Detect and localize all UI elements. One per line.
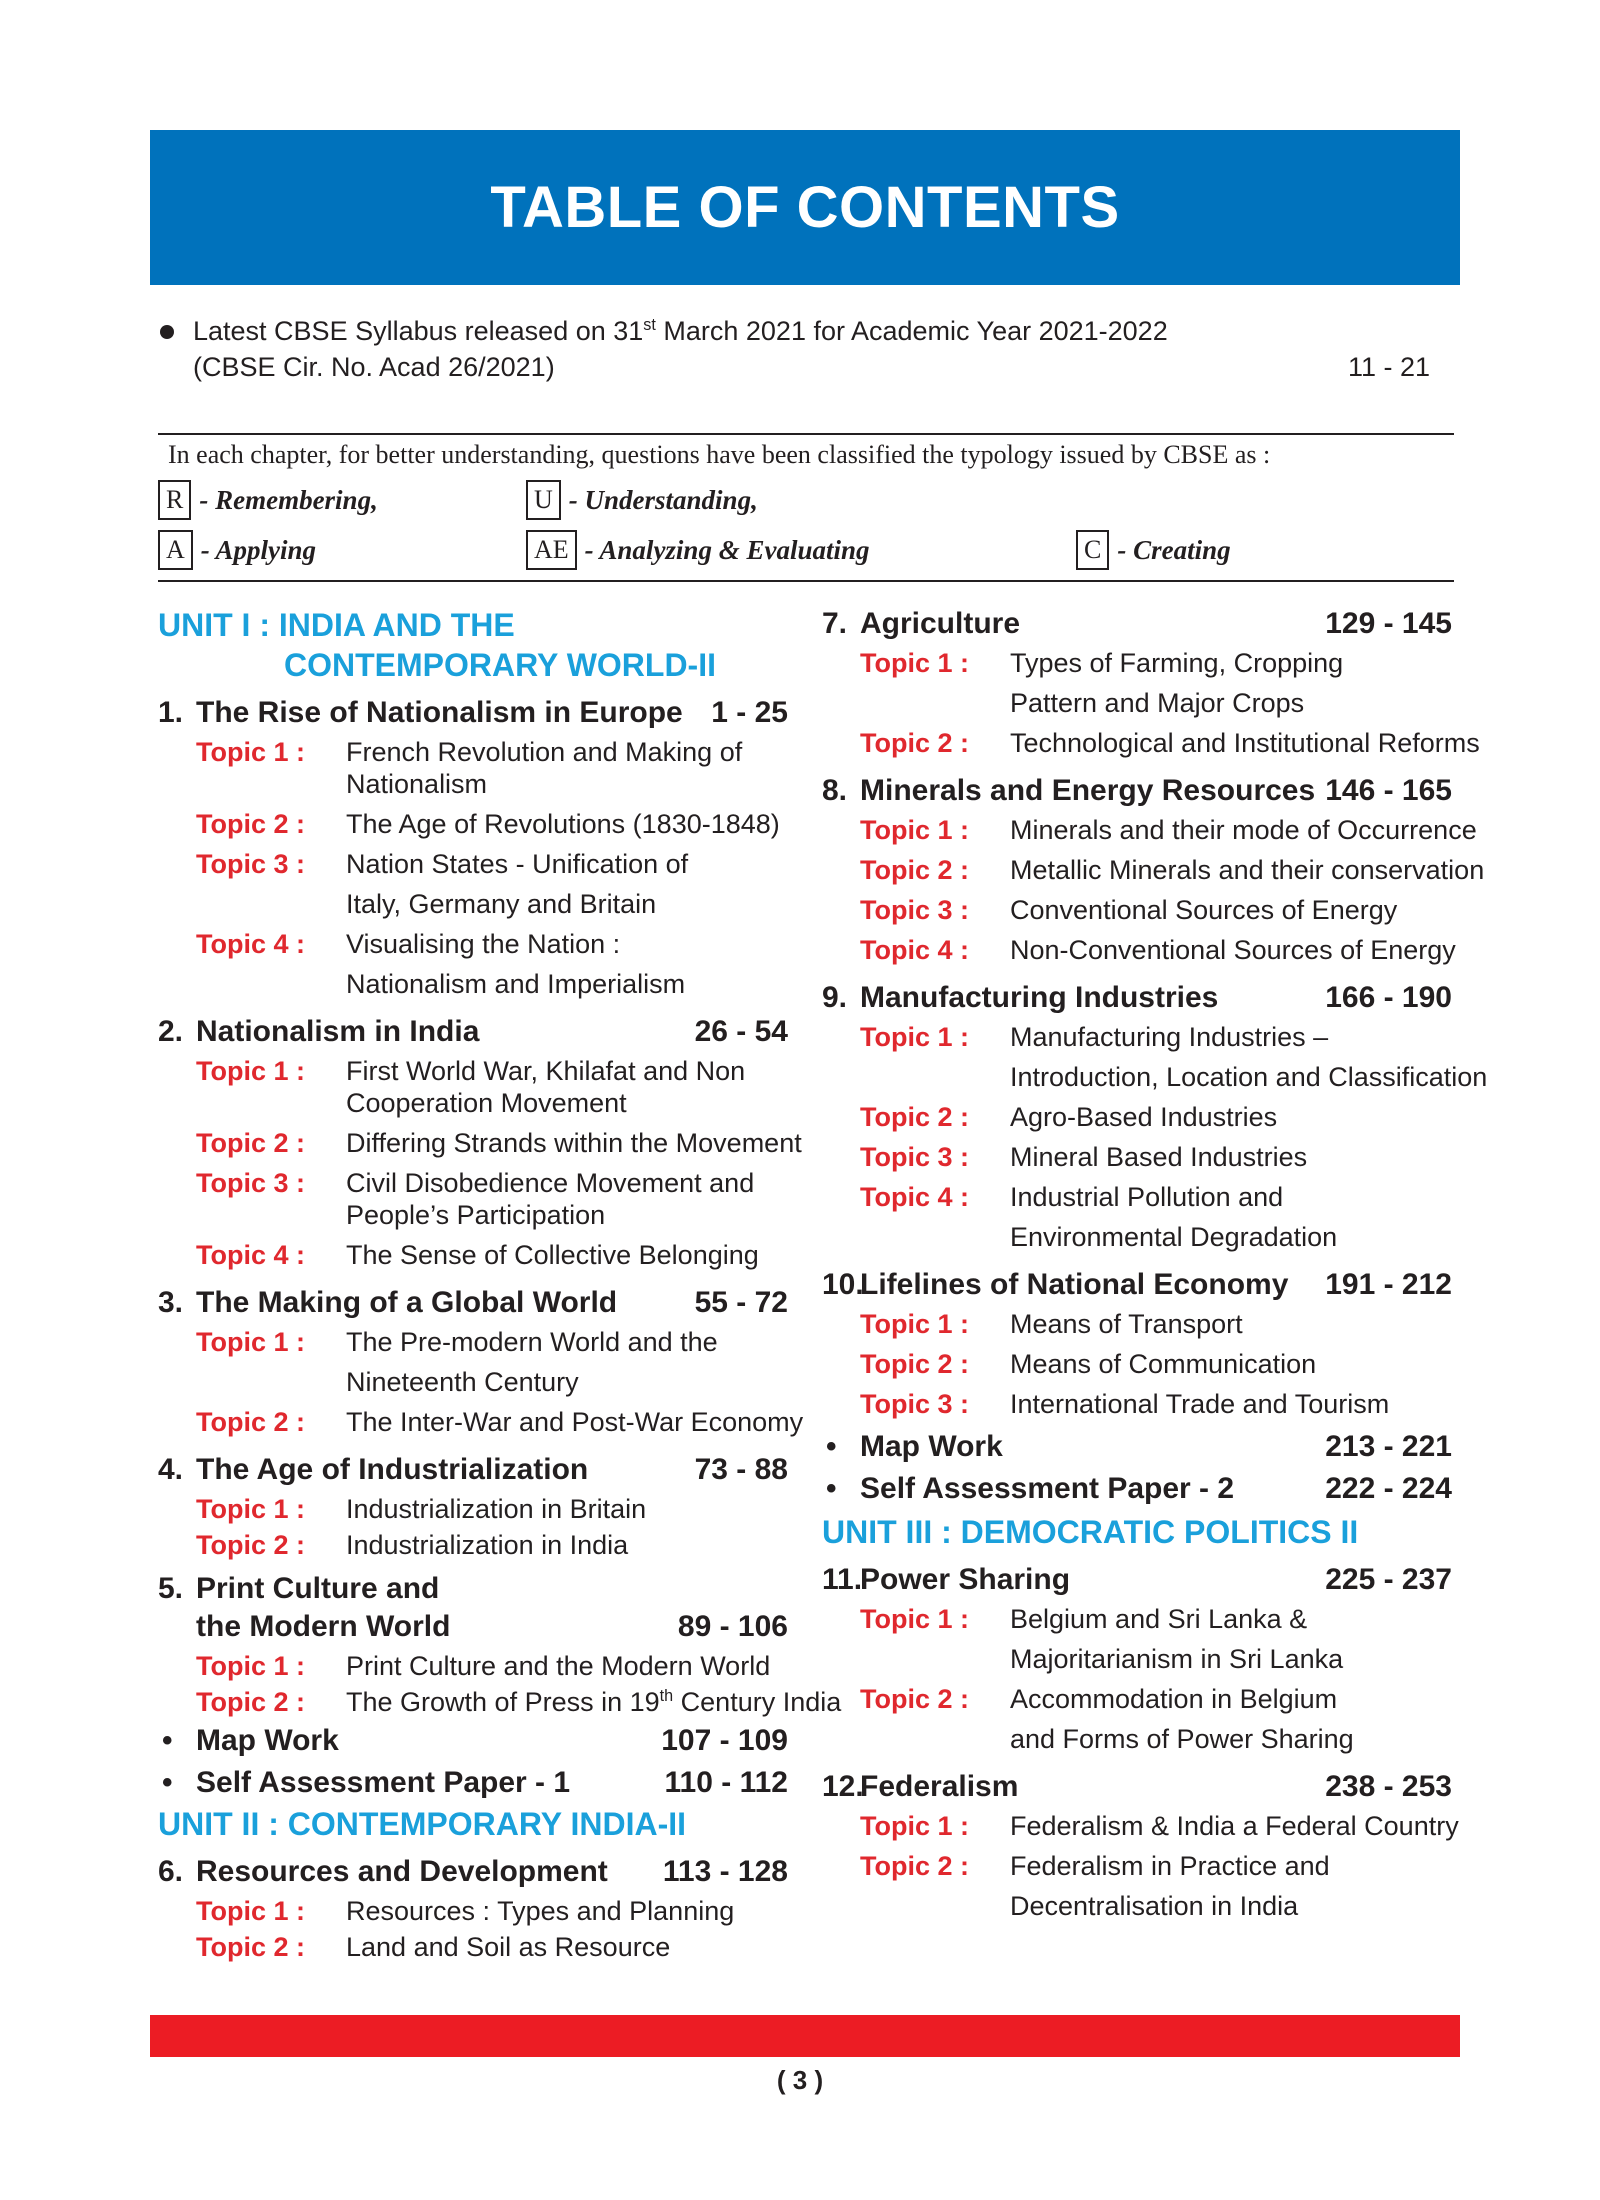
typology-divider [158,580,1454,582]
chapter-7[interactable]: 7. Agriculture 129 - 145 [822,607,1452,640]
bullet-dot-icon [160,325,174,339]
unit-heading-1: UNIT I : INDIA AND THE CONTEMPORARY WORLD-II [158,607,716,683]
topic-item[interactable]: Topic 1 : French Revolution and Making of Nationalism [196,737,743,799]
topic-item[interactable]: Topic 3 : Mineral Based Industries [860,1142,1308,1172]
topic-item[interactable]: Topic 3 : Civil Disobedience Movement and People’s Participation [196,1168,755,1230]
topic-item[interactable]: Topic 1 : Industrialization in Britain [196,1494,647,1524]
topic-item[interactable]: Topic 4 : Industrial Pollution and Environmental Degradation [860,1182,1338,1252]
topic-item[interactable]: Topic 2 : Means of Communication [860,1349,1317,1379]
typology-understanding: U - Understanding, [526,480,758,520]
topic-item[interactable]: Topic 2 : Federalism in Practice and Decentralisation in India [860,1851,1330,1921]
map-work-1[interactable]: • Map Work 107 - 109 [162,1724,788,1757]
syllabus-line-1: Latest CBSE Syllabus released on 31st March 2021 for Academic Year 2021-2022 [193,316,1168,346]
topic-item[interactable]: Topic 1 : Types of Farming, Cropping Pattern and Major Crops [860,648,1344,718]
topic-item[interactable]: Topic 2 : Differing Strands within the Movement [196,1128,802,1158]
typology-remembering: R - Remembering, [158,480,378,520]
chapter-4[interactable]: 4. The Age of Industrialization 73 - 88 [158,1453,788,1486]
topic-item[interactable]: Topic 1 : The Pre-modern World and the Nineteenth Century [196,1327,718,1397]
topic-item[interactable]: Topic 4 : Visualising the Nation : Nationalism and Imperialism [196,929,686,999]
topic-item[interactable]: Topic 1 : Resources : Types and Planning [196,1896,735,1926]
chapter-10[interactable]: 10. Lifelines of National Economy 191 - 212 [822,1268,1452,1301]
typology-creating: C - Creating [1076,530,1231,570]
typology-applying: A - Applying [158,530,316,570]
topic-item[interactable]: Topic 1 : Means of Transport [860,1309,1243,1339]
unit-heading-3: UNIT III : DEMOCRATIC POLITICS II [822,1514,1359,1550]
syllabus-pages: 11 - 21 [1347,352,1430,382]
chapter-8[interactable]: 8. Minerals and Energy Resources 146 - 165 [822,774,1452,807]
topic-item[interactable]: Topic 2 : The Inter-War and Post-War Economy [196,1407,804,1437]
topic-item[interactable]: Topic 2 : Industrialization in India [196,1530,629,1560]
topic-item[interactable]: Topic 1 : Federalism & India a Federal Country [860,1811,1459,1841]
topic-item[interactable]: Topic 2 : Agro-Based Industries [860,1102,1278,1132]
topic-item[interactable]: Topic 2 : Land and Soil as Resource [196,1932,671,1962]
map-work-2[interactable]: • Map Work 213 - 221 [826,1430,1452,1463]
topic-item[interactable]: Topic 4 : Non-Conventional Sources of Energy [860,935,1456,965]
toc-banner [150,130,1460,285]
chapter-1[interactable]: 1. The Rise of Nationalism in Europe 1 - 25 [158,696,788,729]
toc-left-column [158,605,842,1967]
unit-heading-2: UNIT II : CONTEMPORARY INDIA-II [158,1806,686,1842]
top-divider [158,433,1454,435]
syllabus-line-2: (CBSE Cir. No. Acad 26/2021) [193,352,555,382]
page-number: ( 3 ) [776,2065,824,2095]
chapter-12[interactable]: 12. Federalism 238 - 253 [822,1770,1452,1803]
topic-item[interactable]: Topic 1 : Minerals and their mode of Occurrence [860,815,1477,845]
topic-item[interactable]: Topic 1 : Print Culture and the Modern World [196,1651,771,1681]
topic-item[interactable]: Topic 4 : The Sense of Collective Belonging [196,1240,759,1270]
self-assessment-1[interactable]: • Self Assessment Paper - 1 110 - 112 [162,1766,788,1799]
chapter-11[interactable]: 11. Power Sharing 225 - 237 [822,1563,1452,1596]
footer-band [150,2015,1460,2057]
chapter-3[interactable]: 3. The Making of a Global World 55 - 72 [158,1286,788,1319]
topic-item[interactable]: Topic 2 : Technological and Institutional Reforms [860,728,1480,758]
topic-item[interactable]: Topic 2 : The Age of Revolutions (1830-1848) [196,809,780,839]
typology-analyzing: AE - Analyzing & Evaluating [526,530,869,570]
self-assessment-2[interactable]: • Self Assessment Paper - 2 222 - 224 [826,1472,1452,1505]
topic-item[interactable]: Topic 2 : The Growth of Press in 19th Century India [196,1687,842,1717]
chapter-6[interactable]: 6. Resources and Development 113 - 128 [158,1855,788,1888]
topic-item[interactable]: Topic 3 : International Trade and Tourism [860,1389,1390,1419]
topic-item[interactable]: Topic 2 : Accommodation in Belgium and Forms of Power Sharing [860,1684,1354,1754]
topic-item[interactable]: Topic 3 : Conventional Sources of Energy [860,895,1398,925]
topic-item[interactable]: Topic 3 : Nation States - Unification of Italy, Germany and Britain [196,849,689,919]
topic-item[interactable]: Topic 1 : Belgium and Sri Lanka & Majoritarianism in Sri Lanka [860,1604,1344,1674]
chapter-5[interactable]: 5. Print Culture and the Modern World 89 - 106 [158,1572,788,1643]
topic-item[interactable]: Topic 1 : Manufacturing Industries – Introduction, Location and Classification [860,1022,1488,1092]
topic-item[interactable]: Topic 2 : Metallic Minerals and their conservation [860,855,1485,885]
chapter-2[interactable]: 2. Nationalism in India 26 - 54 [158,1015,788,1048]
toc-right-column [822,605,1488,1926]
topic-item[interactable]: Topic 1 : First World War, Khilafat and Non Cooperation Movement [196,1056,746,1118]
page-title: TABLE OF CONTENTS [490,175,1120,240]
chapter-9[interactable]: 9. Manufacturing Industries 166 - 190 [822,981,1452,1014]
typology-intro: In each chapter, for better understanding, questions have been classified the typology issued by CBSE as : [168,440,1271,469]
